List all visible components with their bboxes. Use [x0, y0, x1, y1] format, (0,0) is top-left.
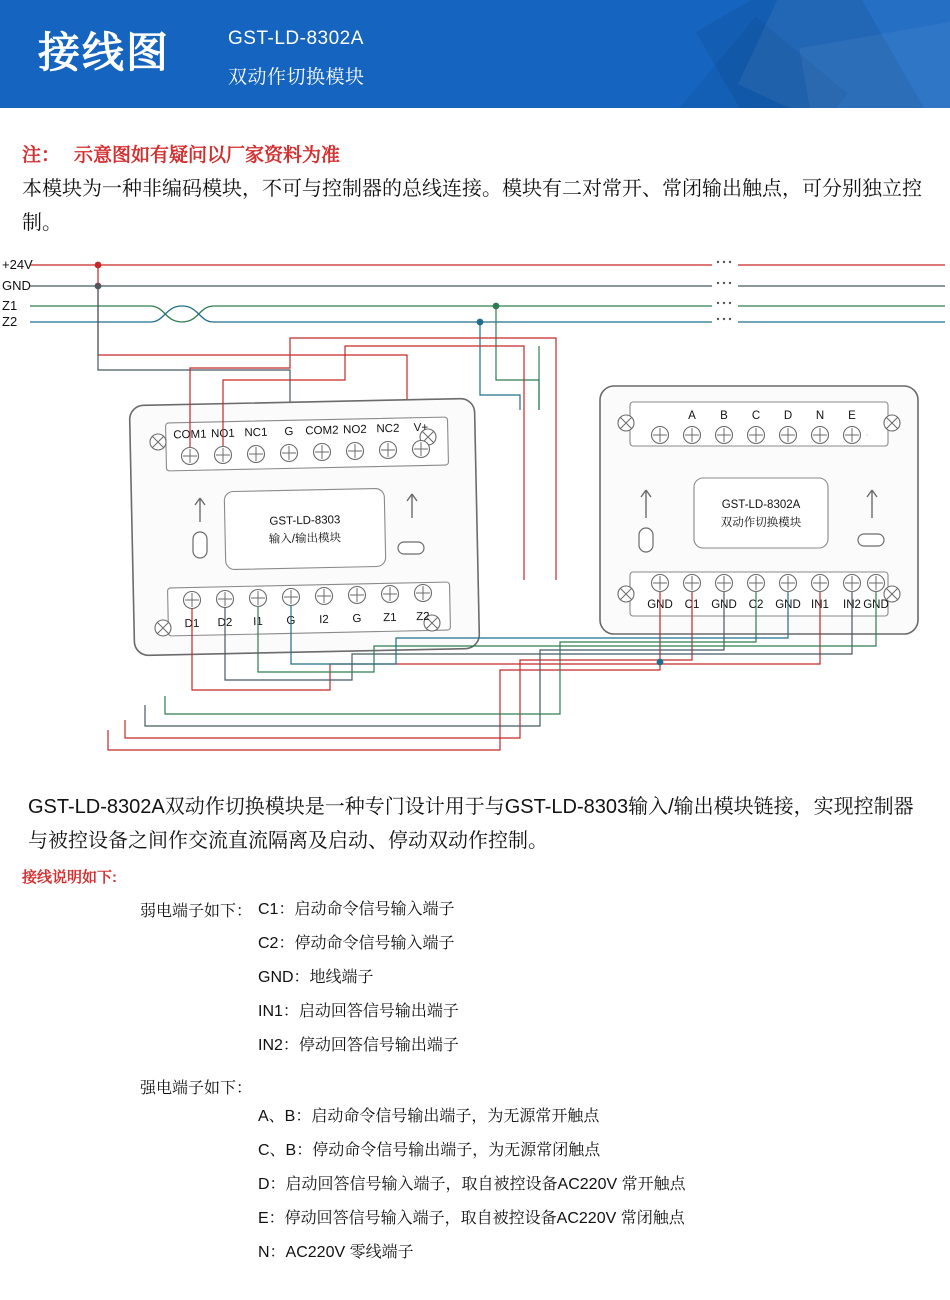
list-item: E：停动回答信号输入端子，取自被控设备AC220V 常闭触点 [258, 1210, 685, 1227]
note-warning [22, 140, 340, 167]
list-item: D：启动回答信号输入端子，取自被控设备AC220V 常开触点 [258, 1176, 686, 1193]
terminal-label-right-bot-1: C1 [684, 599, 700, 611]
description-paragraph: GST-LD-8302A双动作切换模块是一种专门设计用于与GST-LD-8303输入/输出模块链接，实现控制器与被控设备之间作交流直流隔离及启动、停动双动作控制。 [28, 796, 914, 852]
terminal-label-right-bot-2: GND [711, 599, 737, 611]
terminal-label-left-top-1: NO1 [210, 427, 235, 441]
terminal-label-left-top-6: NC2 [376, 422, 400, 436]
wiring-list [0, 898, 950, 1276]
list-item: IN1：启动回答信号输出端子 [258, 1003, 459, 1020]
bus-label-z2: Z2 [2, 314, 18, 329]
terminal-label-right-top-0: A [688, 410, 696, 422]
bus-label-24v: +24V [2, 257, 33, 272]
terminal-label-left-top-3: G [284, 425, 294, 439]
group-title-high-voltage: 强电端子如下： [140, 1080, 253, 1097]
terminal-label-left-bot-7: Z2 [416, 610, 430, 624]
terminal-label-left-top-2: NC1 [244, 426, 268, 440]
list-item: A、B：启动命令信号输出端子，为无源常开触点 [258, 1108, 600, 1125]
module-right-name-2: 双动作切换模块 [720, 517, 802, 529]
terminal-label-left-top-7: V+ [413, 421, 429, 435]
bus-break-marks [717, 261, 731, 320]
list-item: N：AC220V 零线端子 [258, 1244, 414, 1261]
module-left-name-2: 输入/输出模块 [268, 532, 342, 546]
terminal-label-left-bot-5: G [352, 612, 362, 626]
intro-paragraph: 本模块为一种非编码模块，不可与控制器的总线连接。模块有二对常开、常闭输出触点，可分别独立控制。 [22, 178, 922, 234]
module-left [129, 398, 479, 655]
terminal-label-right-top-5: E [848, 410, 856, 422]
terminal-label-left-bot-1: D2 [217, 616, 233, 630]
list-item: C1：启动命令信号输入端子 [258, 901, 455, 918]
header-subtitle: 双动作切换模块 [228, 67, 365, 88]
terminal-label-left-bot-4: I2 [319, 613, 329, 627]
bus-label-gnd: GND [2, 278, 31, 293]
terminal-label-right-bot-0: GND [647, 599, 673, 611]
wire-z2-drop [480, 322, 520, 410]
wiring-diagram [0, 250, 950, 780]
terminal-label-left-bot-0: D1 [184, 617, 200, 631]
terminal-label-right-bot-6: IN2 [843, 599, 861, 611]
terminal-label-left-top-5: NO2 [342, 423, 367, 437]
terminal-label-right-top-4: N [815, 410, 825, 422]
terminal-label-right-top-2: C [751, 410, 761, 422]
terminal-label-left-bot-2: I1 [253, 615, 263, 629]
wiring-heading: 接线说明如下: [22, 869, 117, 886]
terminal-label-left-bot-3: G [286, 614, 296, 628]
terminal-label-right-bot-7: GND [863, 599, 889, 611]
terminal-label-left-bot-6: Z1 [383, 611, 397, 625]
group-title-low-voltage: 弱电端子如下： [140, 903, 253, 920]
page-title: 接线图 [38, 29, 171, 76]
module-right [600, 386, 918, 634]
terminal-label-left-top-0: COM1 [173, 428, 207, 442]
note-label: 注： [22, 145, 61, 166]
note-text: 示意图如有疑问以厂家资料为准 [74, 145, 341, 166]
list-item: C2：停动命令信号输入端子 [258, 935, 455, 952]
module-right-name-1: GST-LD-8302A [721, 499, 801, 511]
page-header [0, 0, 950, 108]
wiring-diagram-svg [0, 250, 950, 780]
terminal-label-left-top-4: COM2 [305, 424, 339, 438]
list-item: IN2：停动回答信号输出端子 [258, 1037, 459, 1054]
terminal-label-right-bot-3: C2 [748, 599, 764, 611]
header-model: GST-LD-8302A [228, 28, 364, 49]
terminal-label-right-bot-5: IN1 [811, 599, 829, 611]
module-left-name-1: GST-LD-8303 [269, 514, 341, 528]
bus-line-z2 [30, 306, 712, 322]
terminal-label-right-top-1: B [720, 410, 728, 422]
terminal-label-right-top-3: D [783, 410, 793, 422]
junction-dot-right-bottom [657, 659, 664, 666]
bus-label-z1: Z1 [2, 298, 18, 313]
terminal-label-right-bot-4: GND [775, 599, 801, 611]
list-item: C、B：停动命令信号输出端子，为无源常闭触点 [258, 1142, 601, 1159]
list-item: GND：地线端子 [258, 969, 374, 986]
bus-line-z1 [30, 306, 712, 322]
